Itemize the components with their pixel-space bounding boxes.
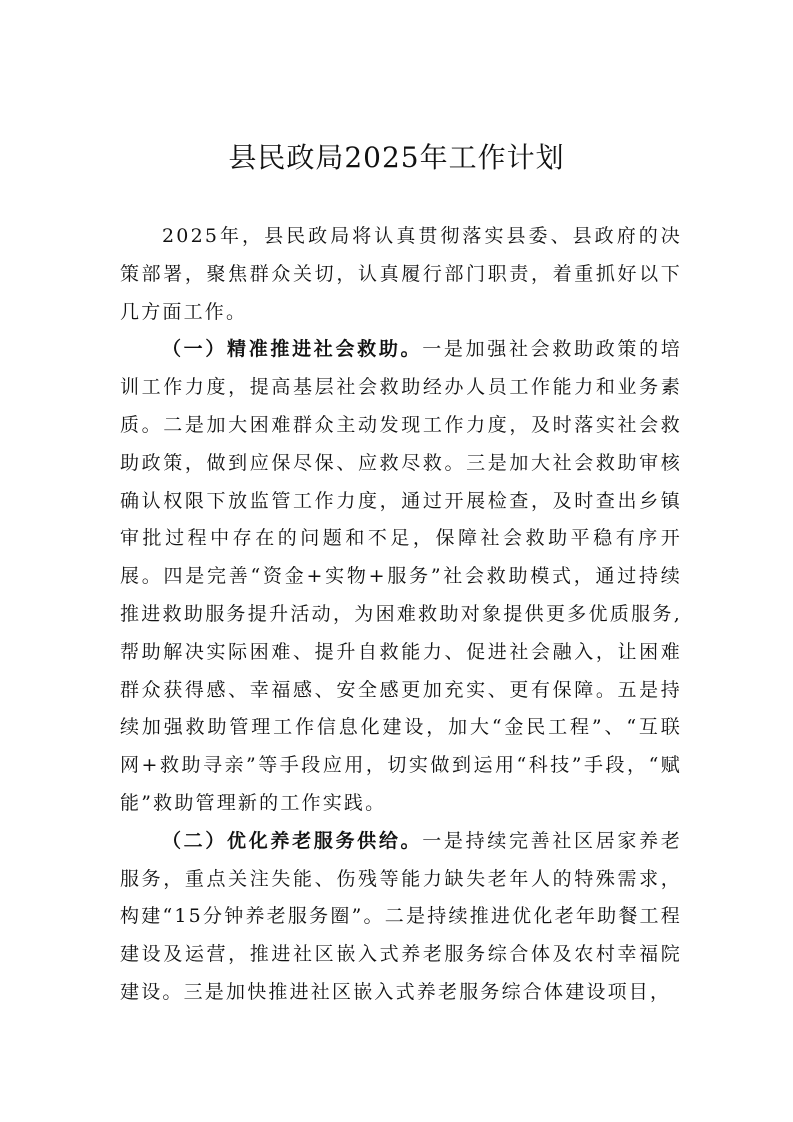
section-paragraph-1 <box>120 331 682 822</box>
section-text-2: 一是持续完善社区居家养老服务，重点关注失能、伤残等能力缺失老年人的特殊需求，构建“15分钟养老服务圈”。二是持续推进优化老年助餐工程建设及运营，推进社区嵌入式养老服务综合体及农村幸福院建设。三是加快推进社区嵌入式养老服务综合体建设项目， <box>120 829 683 1003</box>
section-paragraph-2 <box>120 823 682 1012</box>
document-body <box>120 218 682 1012</box>
section-text-1: 一是加强社会救助政策的培训工作力度，提高基层社会救助经办人员工作能力和业务素质。二是加大困难群众主动发现工作力度，及时落实社会救助政策，做到应保尽保、应救尽救。三是加大社会救助审核确认权限下放监管工作力度，通过开展检查，及时查出乡镇审批过程中存在的问题和不足，保障社会救助平稳有序开展。四是完善“资金+实物+服务”社会救助模式，通过持续推进救助服务提升活动，为困难救助对象提供更多优质服务,帮助解决实际困难、提升自救能力、促进社会融入，让困难群众获得感、幸福感、安全感更加充实、更有保障。五是持续加强救助管理工作信息化建设，加大“金民工程”、“互联网+救助寻亲”等手段应用，切实做到运用“科技”手段，“赋能”救助管理新的工作实践。 <box>120 338 683 814</box>
section-heading-1: （一）精准推进社会救助。 <box>162 338 423 361</box>
intro-paragraph: 2025年，县民政局将认真贯彻落实县委、县政府的决策部署，聚焦群众关切，认真履行部门职责，着重抓好以下几方面工作。 <box>120 225 682 323</box>
section-heading-2: （二）优化养老服务供给。 <box>162 829 423 852</box>
document-title: 县民政局2025年工作计划 <box>228 141 565 174</box>
